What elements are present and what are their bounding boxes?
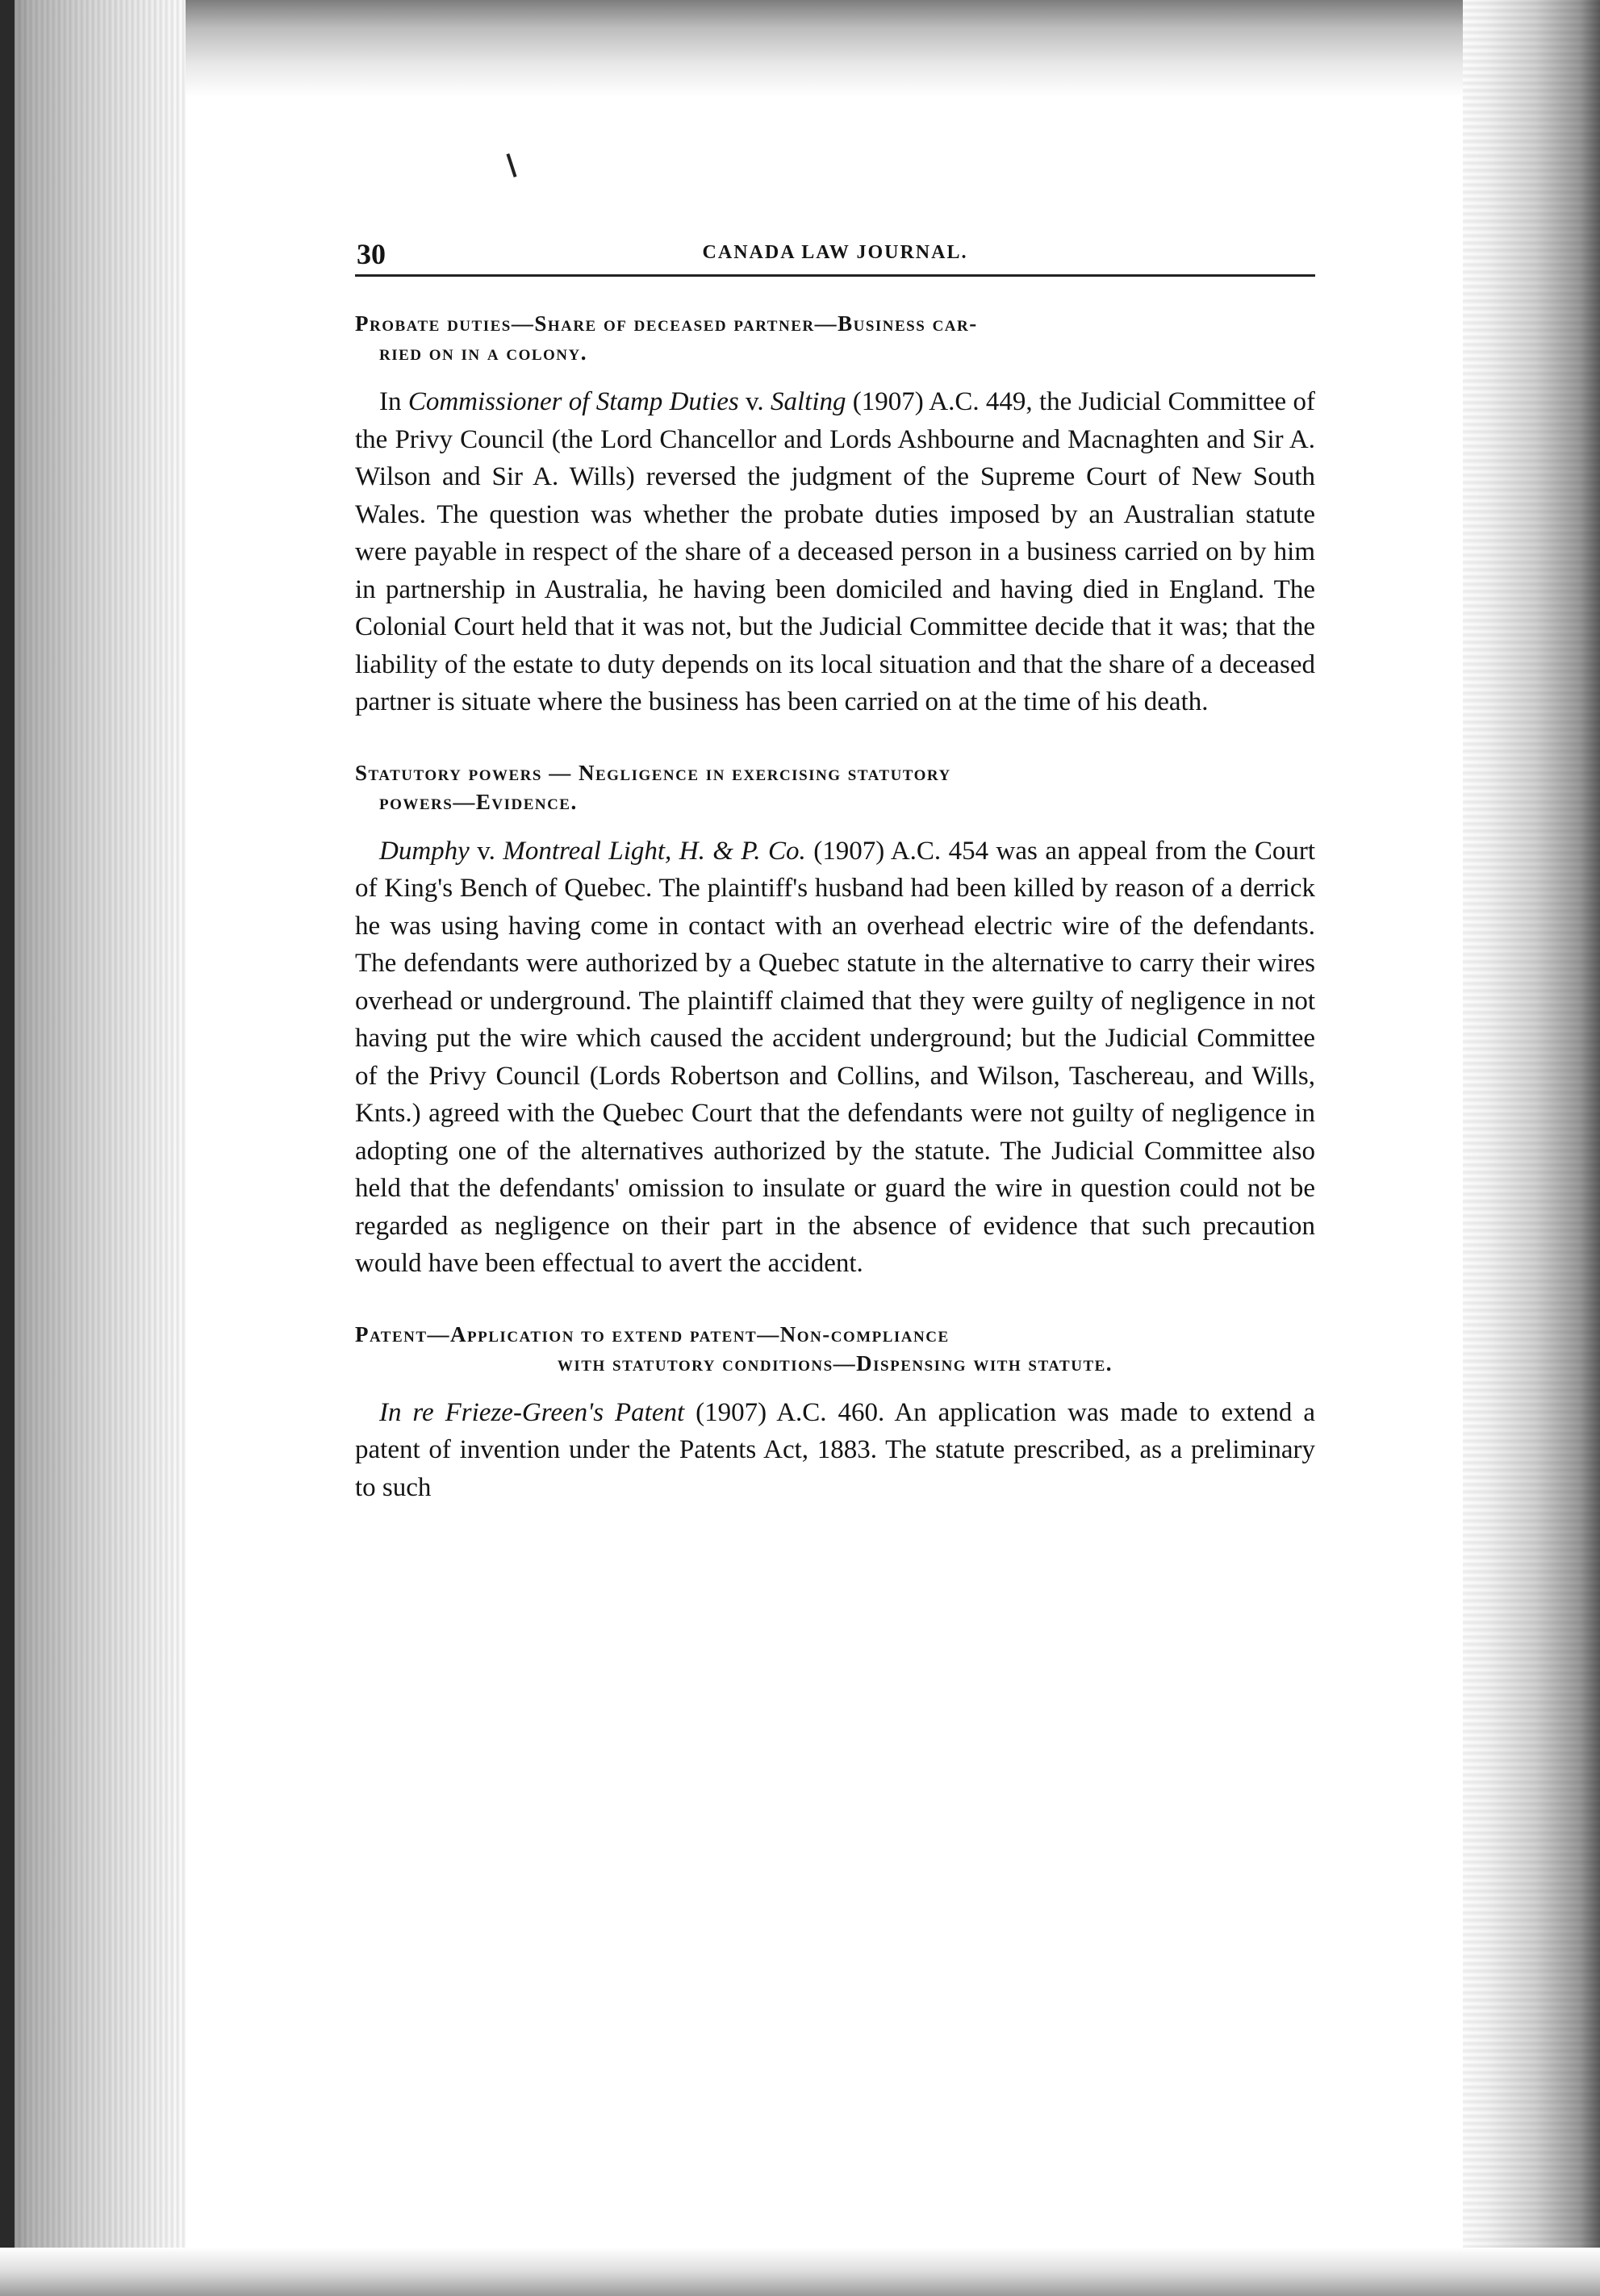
case-versus: v. — [469, 836, 503, 866]
scan-binding-shadow — [0, 0, 186, 2296]
case-name-2: Salting — [770, 387, 846, 416]
article-statutory-powers — [355, 758, 1315, 1283]
article-probate-duties — [355, 309, 1315, 721]
body-text: (1907) A.C. 454 was an appeal from the Court of King's Bench of Quebec. The plaintiff's husband had been killed by reason of a derrick he was using having come in contact with an overhead electric wire of the defendants. The defendants were authorized by a Quebec statute in the alternative to carry their wires overhead or underground. The plaintiff claimed that they were guilty of negligence in not having put the wire which caused the accident underground; but the Judicial Committee of the Privy Council (Lords Robertson and Collins, and Wilson, Taschereau, and Wills, Knts.) agreed with the Quebec Court that the defendants were not guilty of negligence in adopting one of the alternatives authorized by the statute. The Judicial Committee also held that the defendants' omission to insulate or guard the wire in question could not be regarded as negligence on their part in the absence of evidence that such precaution would have been effectual to avert the accident. — [355, 836, 1315, 1278]
journal-title: CANADA LAW JOURNAL. — [702, 242, 968, 263]
heading-line-1: Patent—Application to extend patent—Non-compliance — [355, 1321, 950, 1346]
body-text: (1907) A.C. 460. An application was made to extend a patent of invention under the Patents Act, 1883. The statute prescribed, as a preliminary to such — [355, 1397, 1315, 1502]
section-body — [355, 1394, 1315, 1507]
heading-line-1: Probate duties—Share of deceased partner—Business car- — [355, 311, 978, 336]
heading-line-2: with statutory conditions—Dispensing with statute. — [557, 1350, 1113, 1376]
running-head — [355, 234, 1315, 277]
scan-stray-mark — [506, 153, 516, 177]
scan-binding-edge — [0, 0, 15, 2296]
section-body: In Commissioner of Stamp Duties v. Salting (1907) A.C. 449, the Judicial Committee of the Privy Council (the Lord Chancellor and Lords Ashbourne and Macnaghten and Sir A. Wilson and Sir A. Wills) reversed the judgment of the Supreme Court of New South Wales. The question was whether the probate duties imposed by an Australian statute were payable in respect of the share of a deceased person in a business carried on by him in partnership in Australia, he having been domiciled and having died in England. The Colonial Court held that it was not, but the Judicial Committee decide that it was; that the liability of the estate to duty depends on its local situation and that the share of a deceased partner is situate where the business has been carried on at the time of his death. — [355, 387, 1316, 716]
section-heading — [355, 758, 1315, 816]
article-patent-extension — [355, 1320, 1315, 1507]
case-name-2: Montreal Light, H. & P. Co. — [503, 836, 806, 866]
heading-line-2: ried on in a colony. — [379, 340, 587, 365]
scan-top-edge — [0, 0, 1600, 97]
section-heading — [355, 1320, 1315, 1378]
case-name: In re Frieze-Green's Patent — [379, 1397, 685, 1427]
page-number: 30 — [357, 238, 386, 270]
heading-line-1: Statutory powers — Negligence in exercising statutory — [355, 760, 951, 785]
scan-bottom-edge — [0, 2248, 1600, 2296]
case-name: Commissioner of Stamp Duties — [407, 387, 739, 416]
case-name: Dumphy — [379, 836, 470, 866]
body-text: (1907) A.C. 449, the Judicial Committee of the Privy Council (the Lord Chancellor and Lords Ashbourne and Macnaghten and Sir A. Wilson and Sir A. Wills) reversed the judgment of the Supreme Court of New South Wales. The question was whether the probate duties imposed by an Australian statute were payable in respect of the share of a deceased person in a business carried on by him in partnership in Australia, he having been domiciled and having died in England. The Colonial Court held that it was not, but the Judicial Committee decide that it was; that the liability of the estate to duty depends on its local situation and that the share of a deceased partner is situate where the business has been carried on at the time of his death. — [355, 387, 1316, 716]
section-body — [355, 833, 1315, 1283]
heading-line-2: powers—Evidence. — [379, 789, 578, 814]
scan-right-edge — [1463, 0, 1600, 2296]
journal-page — [355, 234, 1315, 1543]
case-versus: v. — [738, 387, 771, 416]
section-heading — [355, 309, 1315, 367]
